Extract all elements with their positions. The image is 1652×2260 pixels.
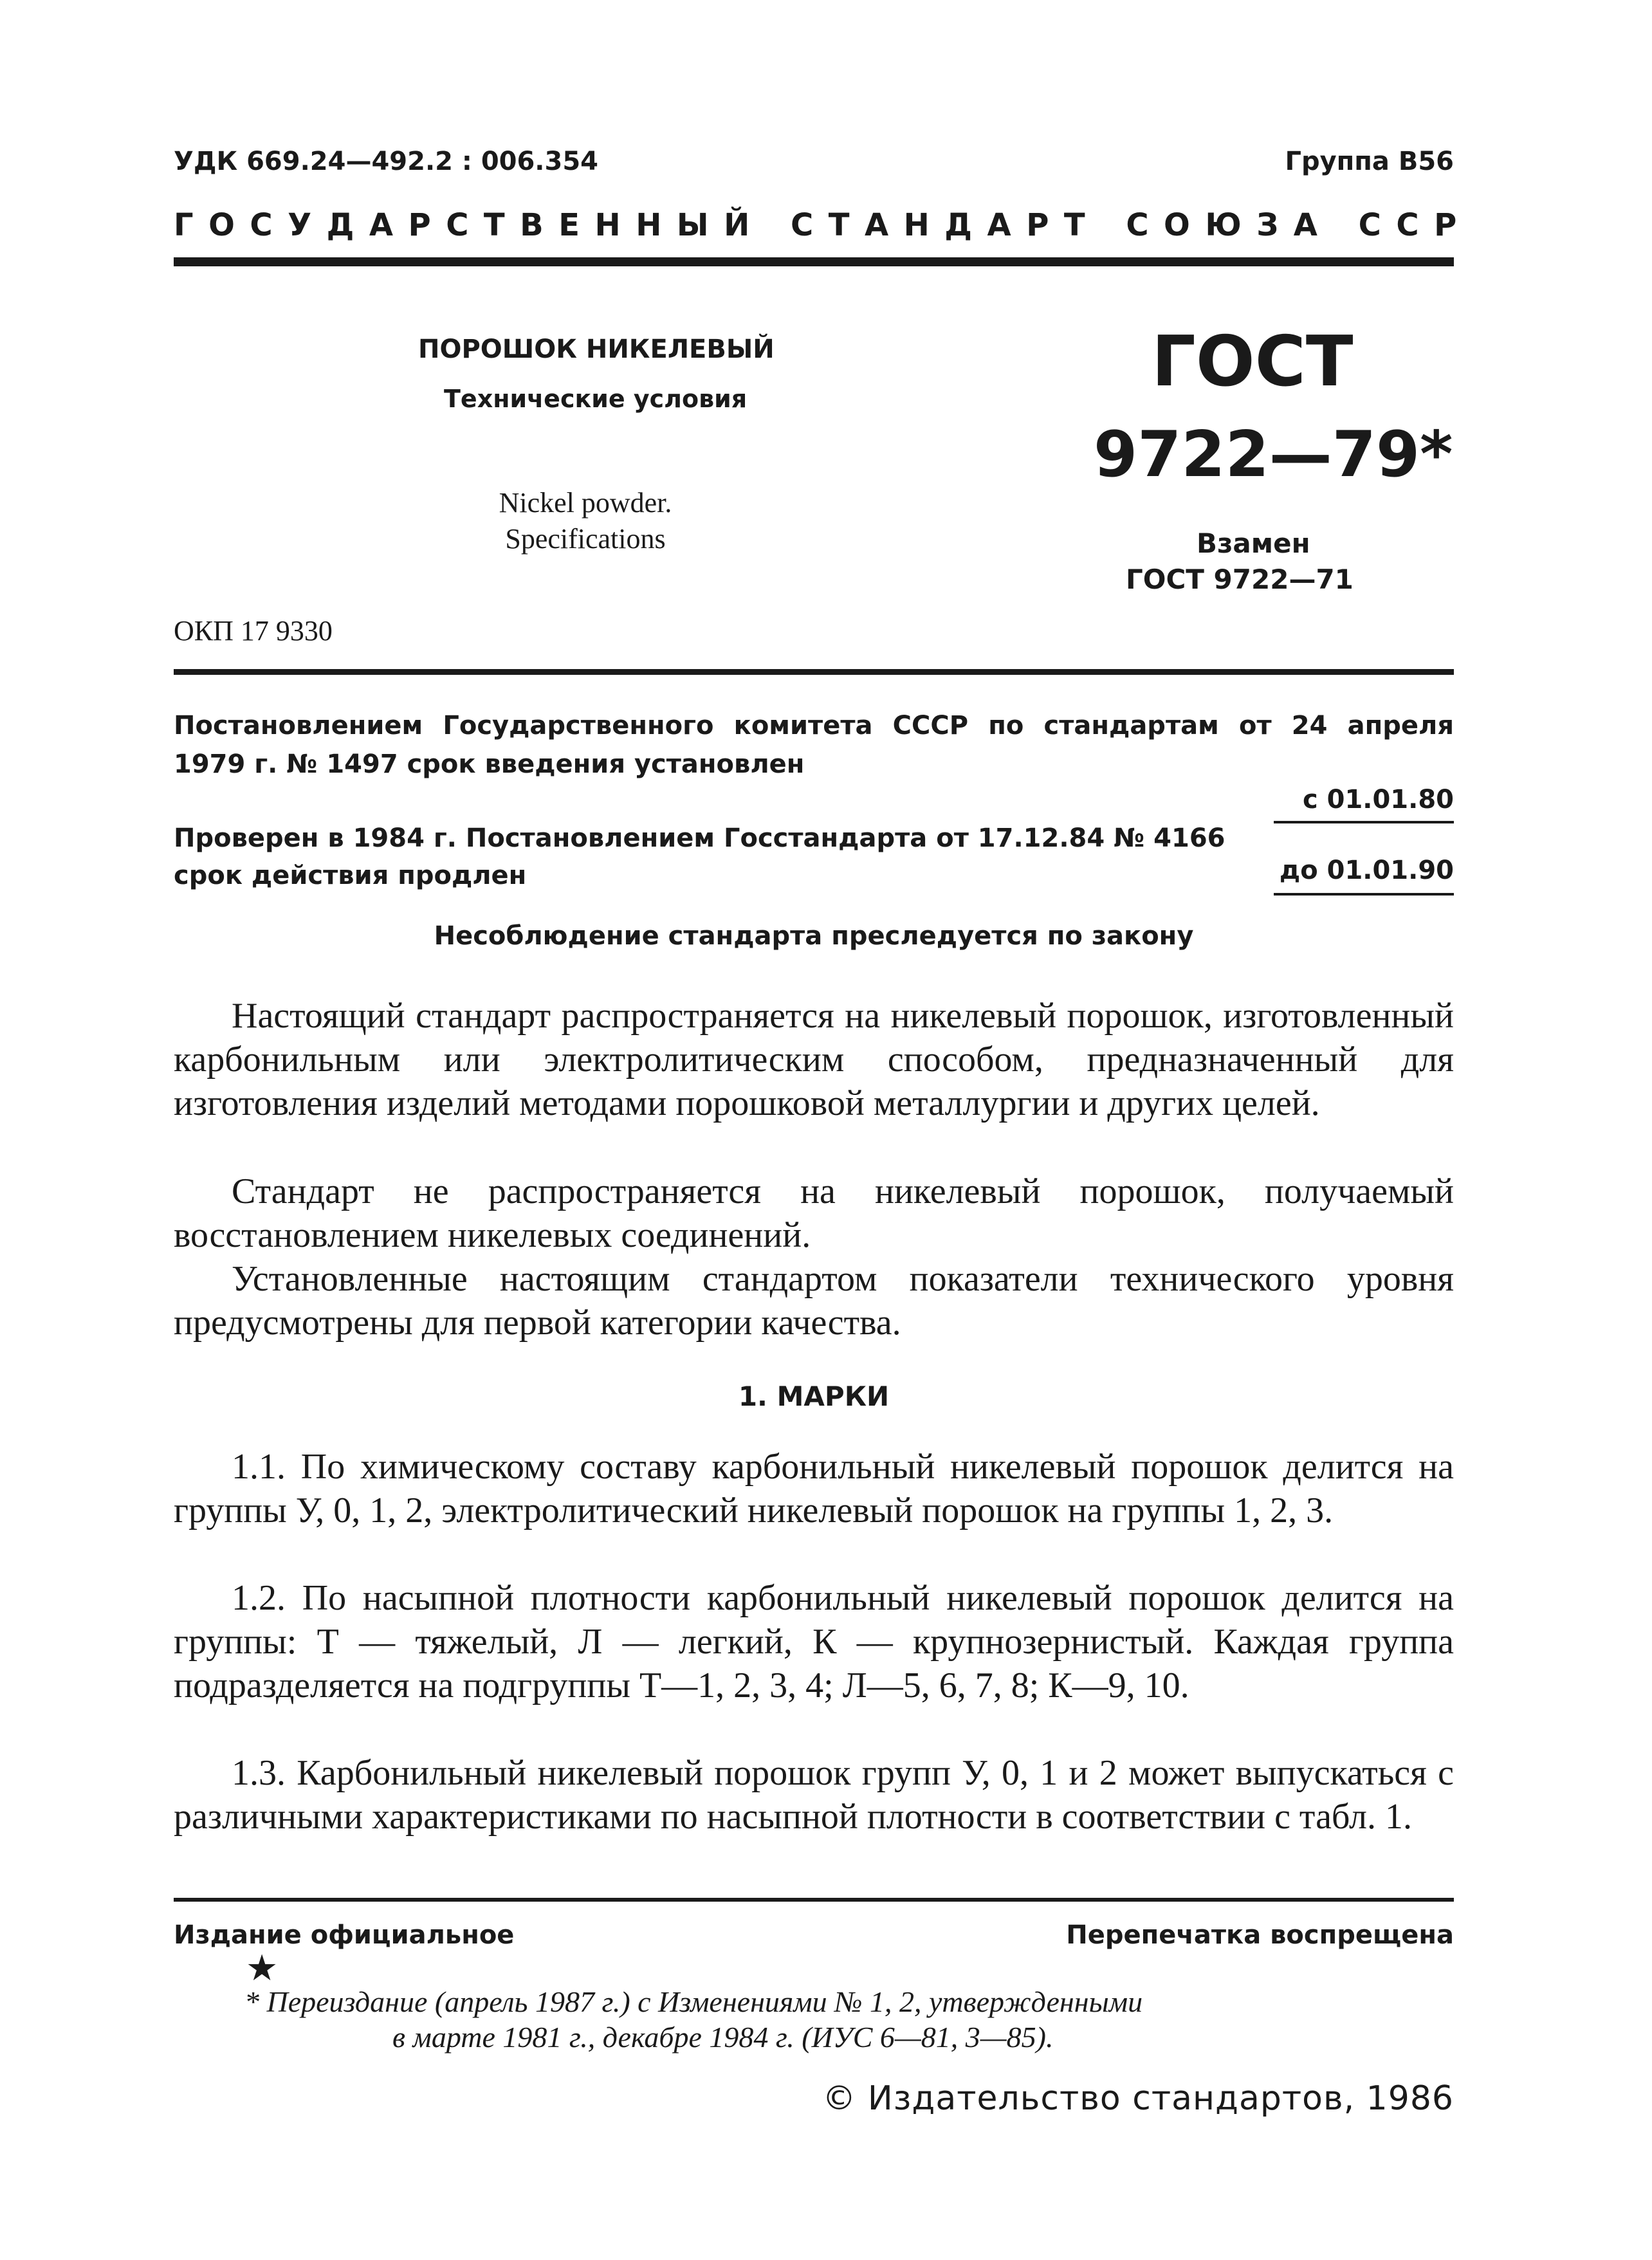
document-page (174, 0, 1472, 2260)
gost-number: 9722—79* (1094, 418, 1453, 492)
clause-1-2-text: 1.2. По насыпной плотности карбонильный никелевый порошок делится на группы: Т — тяжелый, Л — легкий, К — крупнозернистый. Каждая группа подразделяется на подгруппы Т—1, 2, 3, 4; Л—5, 6, 7, 8; К—9, 10. (174, 1578, 1454, 1705)
legal-warning: Несоблюдение стандарта преследуется по закону (434, 921, 1194, 951)
decree-line-3: Проверен в 1984 г. Постановлением Госстандарта от 17.12.84 № 4166 (174, 823, 1225, 853)
clause-1-3-text: 1.3. Карбонильный никелевый порошок групп У, 0, 1 и 2 может выпускаться с различными характеристиками по насыпной плотности в соответствии с табл. 1. (174, 1753, 1454, 1837)
section-heading: 1. МАРКИ (738, 1381, 890, 1412)
replaces-label: Взамен (1197, 528, 1310, 559)
title-rule (174, 669, 1454, 675)
intro-paragraph-2-text: Стандарт не распространяется на никелевый порошок, получаемый восстановлением никелевых соединений. (174, 1171, 1454, 1255)
clause-1-2 (174, 1576, 1454, 1707)
reprint-note: Перепечатка воспрещена (1066, 1920, 1454, 1950)
header-rule (174, 257, 1454, 266)
document-title-en: Nickel powder. Specifications (499, 487, 672, 555)
decree-line-4: срок действия продлен (174, 861, 527, 890)
state-standard-heading: ГОСУДАРСТВЕННЫЙ СТАНДАРТ СОЮЗА ССР (174, 207, 1472, 243)
effective-date: с 01.01.80 (1302, 785, 1454, 814)
extended-date: до 01.01.90 (1279, 856, 1454, 885)
decree-line-1: Постановлением Государственного комитета СССР по стандартам от 24 апреля (174, 711, 1454, 740)
replaces-number: ГОСТ 9722—71 (1126, 564, 1354, 595)
group-code: Группа В56 (1285, 147, 1454, 176)
star-icon: ★ (246, 1949, 279, 1989)
intro-paragraph-3-text: Установленные настоящим стандартом показатели технического уровня предусмотрены для первой категории качества. (174, 1259, 1454, 1343)
intro-paragraph-1-text: Настоящий стандарт распространяется на никелевый порошок, изготовленный карбонильным или электролитическим способом, предназначенный для изготовления изделий методами порошковой металлургии и других целей. (174, 996, 1454, 1123)
clause-1-3 (174, 1751, 1454, 1839)
edition-note: Издание официальное (174, 1920, 515, 1950)
decree-line-2: 1979 г. № 1497 срок введения установлен (174, 749, 805, 779)
extended-date-rule (1274, 893, 1454, 896)
footnote-line-1: * Переиздание (апрель 1987 г.) с Изменениями № 1, 2, утвержденными (244, 1985, 1143, 2018)
intro-paragraph-3 (174, 1257, 1454, 1345)
clause-1-1-text: 1.1. По химическому составу карбонильный никелевый порошок делится на группы У, 0, 1, 2, электролитический никелевый порошок на группы 1, 2, 3. (174, 1447, 1454, 1530)
udk-code: УДК 669.24—492.2 : 006.354 (174, 147, 598, 176)
footnote-line-2: в марте 1981 г., декабре 1984 г. (ИУС 6—81, 3—85). (392, 2021, 1054, 2053)
clause-1-1 (174, 1445, 1454, 1532)
document-subtitle-ru: Технические условия (444, 385, 748, 413)
footer-rule (174, 1898, 1454, 1902)
document-title-ru: ПОРОШОК НИКЕЛЕВЫЙ (418, 335, 775, 364)
intro-paragraph-1 (174, 994, 1454, 1125)
copyright: © Издательство стандартов, 1986 (822, 2079, 1454, 2118)
intro-paragraph-2 (174, 1170, 1454, 1257)
gost-label: ГОСТ (1152, 322, 1354, 402)
effective-date-rule (1274, 821, 1454, 823)
okp-code: ОКП 17 9330 (174, 615, 333, 647)
